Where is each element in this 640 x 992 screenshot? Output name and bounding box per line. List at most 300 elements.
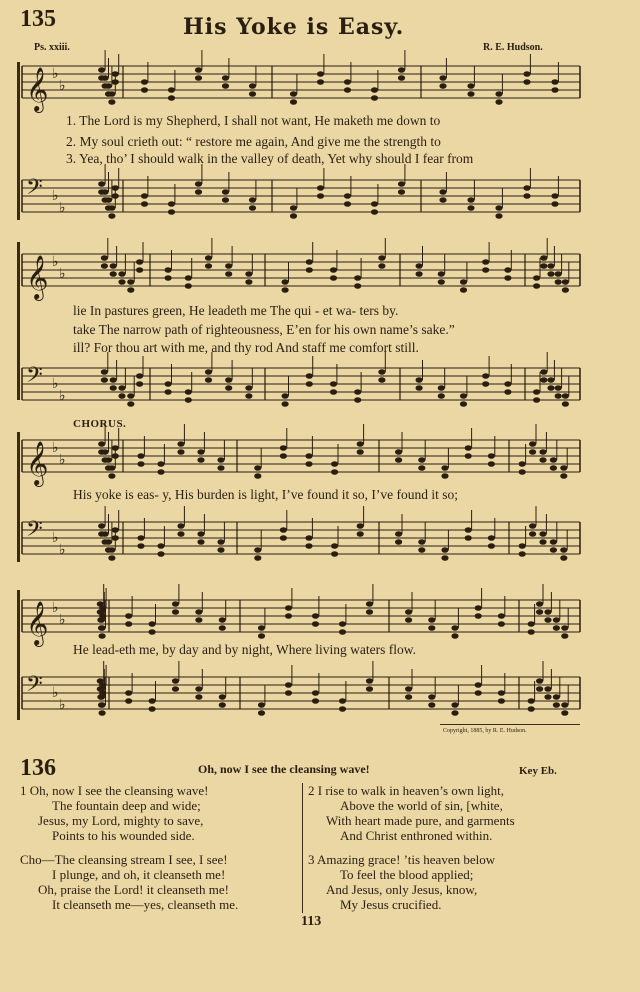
bass-clef-icon: 𝄢 (26, 363, 43, 393)
note-head (540, 377, 547, 383)
stanza-3 (308, 852, 495, 912)
bass-clef-icon: 𝄢 (26, 517, 43, 547)
note-head (533, 397, 540, 403)
note-head (339, 629, 346, 635)
note-head (428, 702, 435, 708)
note-head (136, 259, 143, 265)
note-head (149, 629, 156, 635)
note-head (330, 275, 337, 281)
note-head (98, 523, 105, 529)
note-head (418, 457, 425, 463)
hymn-title: His Yoke is Easy. (183, 14, 405, 40)
note-head (547, 385, 554, 391)
note-head (195, 189, 202, 195)
note-head (317, 185, 324, 191)
flat-icon: ♭ (59, 612, 66, 628)
note-head (168, 209, 175, 215)
note-head (149, 698, 156, 704)
note-head (217, 465, 224, 471)
note-head (177, 441, 184, 447)
note-head (398, 67, 405, 73)
note-head (177, 531, 184, 537)
note-head (118, 393, 125, 399)
verse-1-line: 1. The Lord is my Shepherd, I shall not want, He maketh me down to (66, 113, 441, 128)
note-head (280, 527, 287, 533)
note-head (539, 457, 546, 463)
note-head (555, 385, 562, 391)
note-head (101, 369, 108, 375)
note-head (112, 453, 119, 459)
note-head (185, 283, 192, 289)
note-head (141, 79, 148, 85)
note-head (451, 625, 458, 631)
note-head (285, 690, 292, 696)
note-head (418, 539, 425, 545)
stanza-line: Cho—The cleansing stream I see, I see! (20, 852, 228, 867)
note-head (331, 461, 338, 467)
stanza-line: Above the world of sin, [white, (340, 798, 503, 813)
note-head (357, 531, 364, 537)
note-head (185, 397, 192, 403)
note-head (488, 535, 495, 541)
flat-icon: ♭ (59, 266, 66, 282)
flat-icon: ♭ (59, 697, 66, 713)
note-head (249, 83, 256, 89)
stanza-1 (20, 783, 208, 843)
note-head (197, 531, 204, 537)
note-head (405, 617, 412, 623)
note-head (172, 686, 179, 692)
note-head (222, 189, 229, 195)
note-head (217, 547, 224, 553)
note-head (225, 263, 232, 269)
bass-staff (0, 175, 640, 222)
note-head (157, 551, 164, 557)
flat-icon: ♭ (59, 388, 66, 404)
note-head (99, 702, 106, 708)
note-head (165, 267, 172, 273)
key-signature-label: Key Eb. (519, 765, 557, 777)
note-head (536, 678, 543, 684)
note-head (536, 601, 543, 607)
hymn-number: 135 (20, 6, 56, 32)
note-head (371, 87, 378, 93)
note-head (99, 613, 106, 619)
note-head (225, 377, 232, 383)
note-head (254, 465, 261, 471)
note-head (312, 698, 319, 704)
bass-staff (0, 363, 640, 410)
verse-3-line: 3. Yea, tho’ I should walk in the valley of death, Yet why should I fear from (66, 151, 474, 166)
note-head (540, 369, 547, 375)
note-head (504, 389, 511, 395)
note-head (398, 181, 405, 187)
note-head (498, 613, 505, 619)
note-head (195, 694, 202, 700)
note-head (280, 535, 287, 541)
note-head (108, 555, 115, 561)
note-head (249, 205, 256, 211)
note-head (428, 694, 435, 700)
bass-staff (0, 517, 640, 564)
note-head (357, 441, 364, 447)
note-head (157, 543, 164, 549)
note-head (428, 617, 435, 623)
note-head (258, 702, 265, 708)
note-head (482, 373, 489, 379)
treble-clef-icon: 𝄞 (26, 441, 49, 485)
verse-1-line: lie In pastures green, He leadeth me The qui - et wa- ters by. (73, 303, 399, 318)
stanza-line: And Christ enthroned within. (340, 828, 493, 843)
bass-clef-icon: 𝄢 (26, 175, 43, 205)
note-head (523, 71, 530, 77)
note-head (108, 547, 115, 553)
note-head (465, 527, 472, 533)
note-head (331, 551, 338, 557)
note-head (344, 87, 351, 93)
note-head (165, 275, 172, 281)
note-head (108, 91, 115, 97)
note-head (136, 373, 143, 379)
note-head (99, 605, 106, 611)
note-head (555, 279, 562, 285)
note-head (254, 547, 261, 553)
note-head (438, 385, 445, 391)
stanza-line: Jesus, my Lord, mighty to save, (38, 813, 204, 828)
note-head (305, 535, 312, 541)
note-head (475, 605, 482, 611)
note-head (99, 690, 106, 696)
note-head (219, 694, 226, 700)
note-head (495, 99, 502, 105)
flat-icon: ♭ (52, 685, 59, 701)
stanza-line: My Jesus crucified. (340, 897, 442, 912)
stanza-line: With heart made pure, and garments (326, 813, 515, 828)
note-head (539, 449, 546, 455)
note-head (112, 445, 119, 451)
note-head (136, 267, 143, 273)
note-head (418, 465, 425, 471)
note-head (118, 385, 125, 391)
note-head (205, 263, 212, 269)
note-head (451, 710, 458, 716)
note-head (219, 617, 226, 623)
flat-icon: ♭ (52, 66, 59, 82)
note-head (305, 543, 312, 549)
note-head (371, 201, 378, 207)
note-head (98, 67, 105, 73)
note-head (451, 702, 458, 708)
note-head (305, 461, 312, 467)
note-head (141, 193, 148, 199)
note-head (101, 255, 108, 261)
note-head (165, 381, 172, 387)
note-head (416, 263, 423, 269)
note-head (439, 75, 446, 81)
note-head (249, 91, 256, 97)
note-head (395, 531, 402, 537)
note-head (245, 279, 252, 285)
note-head (125, 613, 132, 619)
note-head (282, 393, 289, 399)
note-head (157, 461, 164, 467)
note-head (544, 617, 551, 623)
note-head (222, 75, 229, 81)
note-head (555, 271, 562, 277)
note-head (560, 555, 567, 561)
stanza-line: To feel the blood applied; (340, 867, 474, 882)
note-head (165, 389, 172, 395)
note-head (157, 469, 164, 475)
note-head (331, 543, 338, 549)
note-head (378, 255, 385, 261)
note-head (488, 453, 495, 459)
note-head (249, 197, 256, 203)
note-head (354, 275, 361, 281)
note-head (258, 625, 265, 631)
note-head (550, 457, 557, 463)
note-head (112, 79, 119, 85)
note-head (98, 441, 105, 447)
note-head (561, 710, 568, 716)
note-head (127, 393, 134, 399)
note-head (378, 369, 385, 375)
note-head (339, 706, 346, 712)
note-head (519, 461, 526, 467)
note-head (416, 271, 423, 277)
note-head (306, 259, 313, 265)
note-head (465, 535, 472, 541)
note-head (112, 535, 119, 541)
note-head (441, 473, 448, 479)
note-head (177, 523, 184, 529)
note-head (110, 385, 117, 391)
note-head (544, 609, 551, 615)
note-head (529, 449, 536, 455)
treble-clef-icon: 𝄞 (26, 67, 49, 111)
bass-staff (0, 672, 640, 719)
note-head (523, 185, 530, 191)
note-head (245, 385, 252, 391)
note-head (101, 263, 108, 269)
flat-icon: ♭ (52, 376, 59, 392)
note-head (137, 543, 144, 549)
note-head (544, 686, 551, 692)
note-head (460, 393, 467, 399)
note-head (551, 79, 558, 85)
treble-clef-icon: 𝄞 (26, 601, 49, 645)
note-head (560, 473, 567, 479)
note-head (519, 469, 526, 475)
stanza-line: Oh, praise the Lord! it cleanseth me! (38, 882, 229, 897)
stanza-line: The fountain deep and wide; (52, 798, 201, 813)
note-head (102, 75, 109, 81)
note-head (482, 381, 489, 387)
note-head (540, 255, 547, 261)
note-head (488, 461, 495, 467)
note-head (306, 373, 313, 379)
note-head (290, 99, 297, 105)
flat-icon: ♭ (59, 78, 66, 94)
note-head (344, 201, 351, 207)
note-head (219, 625, 226, 631)
note-head (137, 535, 144, 541)
note-head (195, 181, 202, 187)
note-head (438, 271, 445, 277)
note-head (561, 633, 568, 639)
note-head (398, 189, 405, 195)
note-head (330, 267, 337, 273)
note-head (438, 393, 445, 399)
note-head (553, 694, 560, 700)
note-head (317, 79, 324, 85)
note-head (137, 453, 144, 459)
note-head (110, 271, 117, 277)
note-head (217, 457, 224, 463)
note-head (197, 449, 204, 455)
treble-staff (0, 64, 640, 111)
note-head (528, 706, 535, 712)
note-head (428, 625, 435, 631)
chorus-stanza (20, 852, 238, 912)
note-head (523, 193, 530, 199)
note-head (533, 389, 540, 395)
note-head (495, 91, 502, 97)
note-head (550, 465, 557, 471)
note-head (529, 523, 536, 529)
note-head (551, 87, 558, 93)
note-head (312, 613, 319, 619)
note-head (280, 445, 287, 451)
note-head (547, 377, 554, 383)
note-head (125, 621, 132, 627)
note-head (108, 473, 115, 479)
note-head (475, 682, 482, 688)
note-head (282, 287, 289, 293)
note-head (317, 193, 324, 199)
note-head (330, 389, 337, 395)
note-head (225, 271, 232, 277)
note-head (195, 617, 202, 623)
note-head (339, 698, 346, 704)
note-head (112, 527, 119, 533)
note-head (504, 381, 511, 387)
note-head (498, 621, 505, 627)
note-head (539, 531, 546, 537)
note-head (529, 531, 536, 537)
note-head (551, 193, 558, 199)
note-head (195, 609, 202, 615)
note-head (354, 389, 361, 395)
verse-2-line: 2. My soul crieth out: “ restore me again, And give me the strength to (66, 134, 441, 149)
note-head (460, 279, 467, 285)
note-head (168, 87, 175, 93)
note-head (551, 201, 558, 207)
note-head (482, 259, 489, 265)
note-head (118, 279, 125, 285)
note-head (533, 275, 540, 281)
note-head (465, 445, 472, 451)
note-head (475, 690, 482, 696)
note-head (258, 710, 265, 716)
note-head (339, 621, 346, 627)
note-head (99, 633, 106, 639)
note-head (195, 75, 202, 81)
note-head (99, 625, 106, 631)
note-head (258, 633, 265, 639)
verse-3-line: ill? For thou art with me, and thy rod And staff me comfort still. (73, 340, 419, 355)
note-head (488, 543, 495, 549)
note-head (168, 95, 175, 101)
note-head (378, 263, 385, 269)
note-head (102, 449, 109, 455)
note-head (405, 609, 412, 615)
note-head (127, 401, 134, 407)
note-head (439, 83, 446, 89)
stanza-2 (308, 783, 515, 843)
note-head (467, 83, 474, 89)
note-head (101, 377, 108, 383)
note-head (398, 75, 405, 81)
note-head (441, 547, 448, 553)
note-head (528, 621, 535, 627)
flat-icon: ♭ (59, 200, 66, 216)
divider (440, 724, 580, 725)
chorus-lyric-line: His yoke is eas- y, His burden is light, I’ve found it so, I’ve found it so; (73, 487, 458, 502)
note-head (112, 185, 119, 191)
note-head (366, 601, 373, 607)
note-head (504, 267, 511, 273)
stanza-line: 1 Oh, now I see the cleansing wave! (20, 783, 209, 798)
note-head (561, 702, 568, 708)
note-head (306, 381, 313, 387)
note-head (439, 197, 446, 203)
note-head (482, 267, 489, 273)
note-head (99, 682, 106, 688)
note-head (366, 678, 373, 684)
hymn-title: Oh, now I see the cleansing wave! (198, 762, 370, 776)
flat-icon: ♭ (52, 188, 59, 204)
note-head (451, 633, 458, 639)
note-head (395, 457, 402, 463)
note-head (467, 205, 474, 211)
note-head (519, 551, 526, 557)
note-head (460, 401, 467, 407)
note-head (290, 213, 297, 219)
note-head (105, 197, 112, 203)
note-head (354, 283, 361, 289)
note-head (102, 531, 109, 537)
note-head (112, 71, 119, 77)
note-head (149, 706, 156, 712)
note-head (330, 381, 337, 387)
note-head (560, 547, 567, 553)
note-head (290, 205, 297, 211)
note-head (553, 625, 560, 631)
note-head (125, 690, 132, 696)
note-head (539, 539, 546, 545)
note-head (562, 279, 569, 285)
note-head (149, 621, 156, 627)
note-head (110, 377, 117, 383)
note-head (108, 205, 115, 211)
note-head (127, 279, 134, 285)
note-head (205, 369, 212, 375)
note-head (536, 686, 543, 692)
treble-staff (0, 252, 640, 299)
note-head (172, 678, 179, 684)
page-number: 113 (301, 914, 322, 929)
